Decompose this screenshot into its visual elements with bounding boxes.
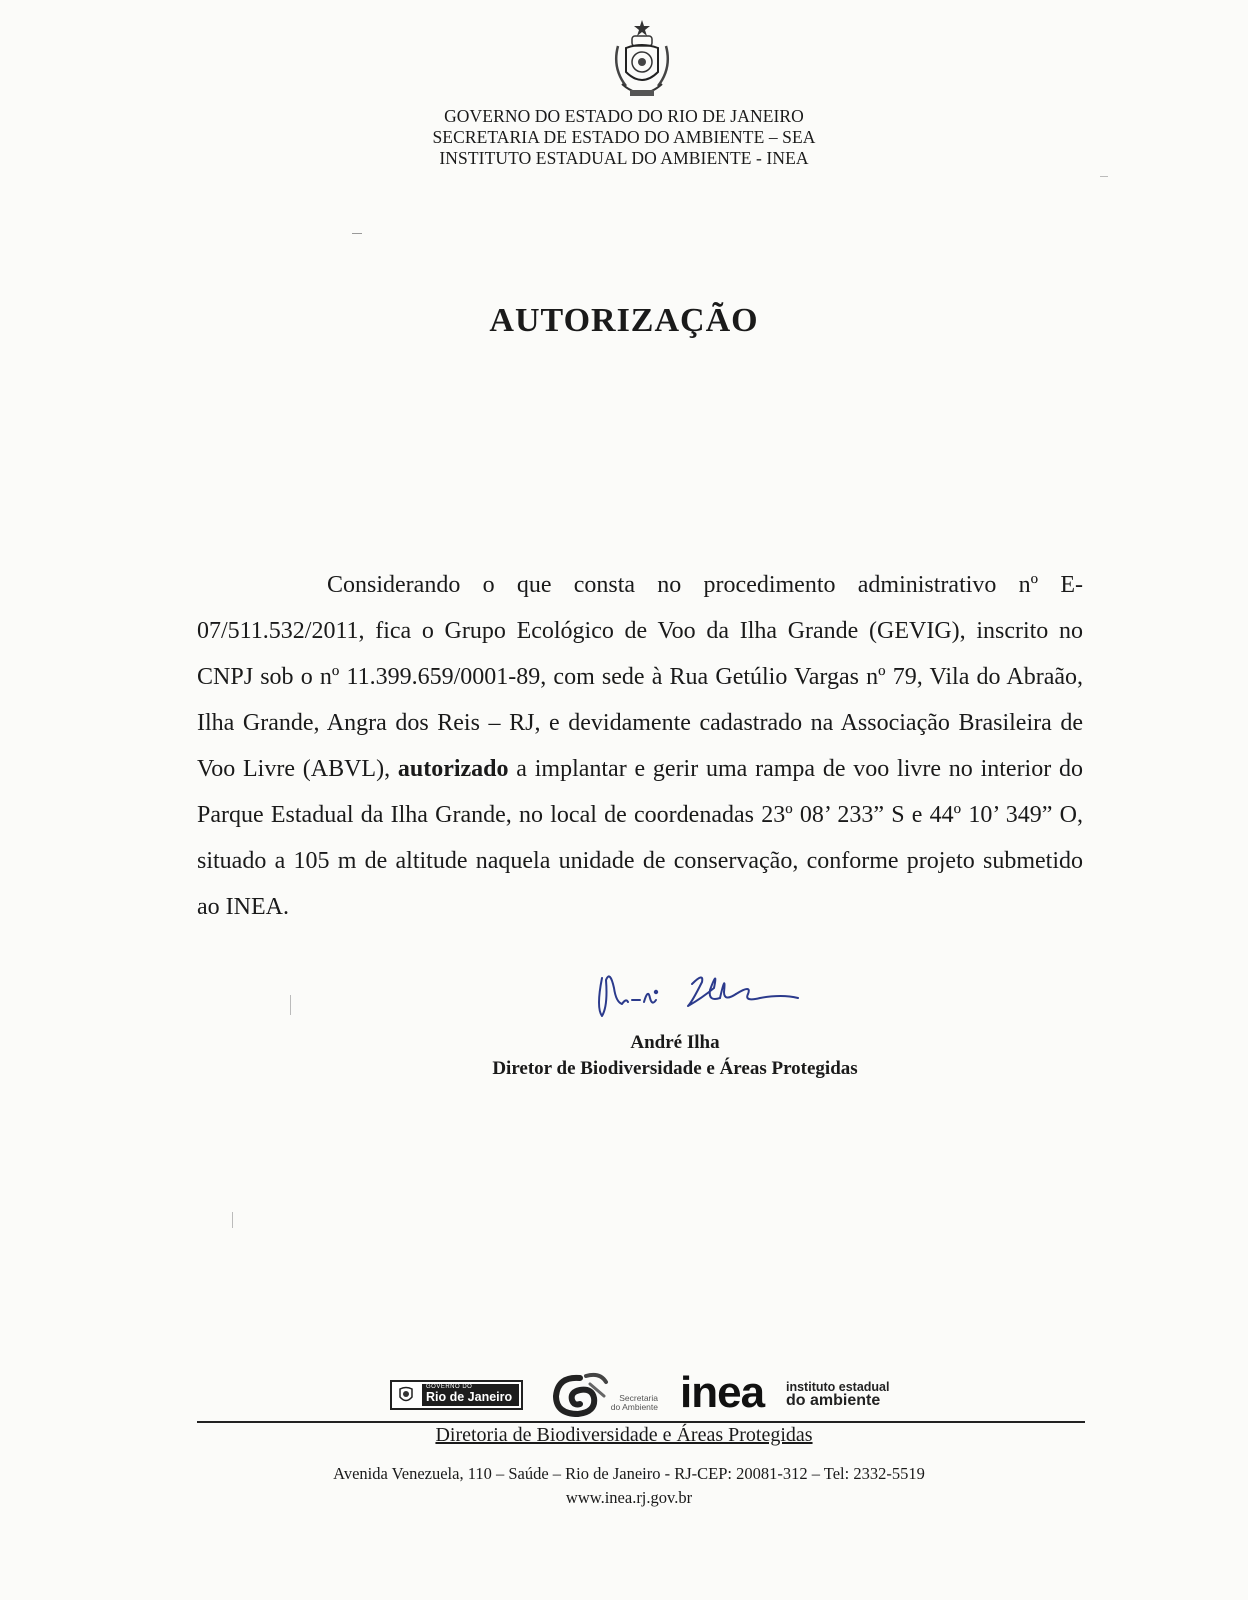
footer-department: Diretoria de Biodiversidade e Áreas Protegidas: [435, 1424, 813, 1446]
scan-speck: [1100, 176, 1108, 177]
footer-website: www.inea.rj.gov.br: [565, 1488, 693, 1507]
footer-logos: [390, 1370, 910, 1420]
inea-logo-word: inea: [680, 1368, 765, 1417]
sea-logo-text: [608, 1394, 658, 1412]
letterhead-line-government: GOVERNO DO ESTADO DO RIO DE JANEIRO: [444, 106, 804, 126]
coat-of-arms-icon: [612, 18, 672, 104]
handwritten-signature-icon: [592, 958, 822, 1028]
authorization-body: [197, 562, 1083, 930]
authorization-paragraph: [197, 562, 1083, 930]
letterhead-line-institute: INSTITUTO ESTADUAL DO AMBIENTE - INEA: [439, 148, 809, 168]
body-text-part1: Considerando o que consta no procedimento administrativo nº E-07/511.532/2011, fica o Grupo Ecológico de Voo da Ilha Grande (GEVIG), inscrito no CNPJ sob o nº 11.399.659/0001-89, com sede à Rua Getúlio Vargas nº 79, Vila do Abraão, Ilha Grande, Angra dos Reis – RJ, e devidamente cadastrado na Associação Brasileira de Voo Livre (ABVL),: [197, 572, 1083, 782]
sea-logo-line1: Secretaria: [619, 1393, 658, 1403]
document-title: AUTORIZAÇÃO: [489, 302, 759, 339]
sea-logo-line2: do Ambiente: [610, 1402, 658, 1412]
signatory-block: [450, 1030, 900, 1082]
rio-de-janeiro-government-logo: [390, 1380, 523, 1410]
mini-crest-icon: [395, 1384, 417, 1406]
rj-logo-big-text: Rio de Janeiro: [426, 1390, 513, 1404]
rj-logo-band: [422, 1384, 519, 1406]
secretaria-ambiente-logo: [550, 1370, 660, 1420]
rj-logo-small-text: GOVERNO DO: [426, 1384, 473, 1390]
swirl-icon: [550, 1370, 610, 1420]
letterhead-line-secretariat: SECRETARIA DE ESTADO DO AMBIENTE – SEA: [432, 127, 816, 147]
scan-speck: [232, 1212, 233, 1228]
footer-address-block: [0, 1462, 1248, 1510]
footer-address: Avenida Venezuela, 110 – Saúde – Rio de Janeiro - RJ-CEP: 20081-312 – Tel: 2332-5519: [333, 1464, 925, 1483]
scan-speck: [290, 995, 291, 1015]
footer-divider: [197, 1421, 1085, 1423]
letterhead: [0, 106, 1248, 169]
body-text-part2: a implantar e gerir uma rampa de voo livre no interior do Parque Estadual da Ilha Grande, no local de coordenadas 23º 08’ 233” S e 44º 10’ 349” O, situado a 105 m de altitude naquela unidade de conservação, conforme projeto submetido ao INEA.: [197, 756, 1083, 920]
inea-logo-sub1: instituto estadual: [786, 1380, 890, 1394]
inea-logo-sub2: do ambiente: [786, 1392, 881, 1409]
signatory-name: André Ilha: [630, 1032, 720, 1053]
inea-logo: [680, 1368, 910, 1418]
scan-speck: [352, 233, 362, 234]
body-text-bold: autorizado: [397, 756, 509, 782]
signatory-role: Diretor de Biodiversidade e Áreas Protegidas: [492, 1058, 858, 1079]
